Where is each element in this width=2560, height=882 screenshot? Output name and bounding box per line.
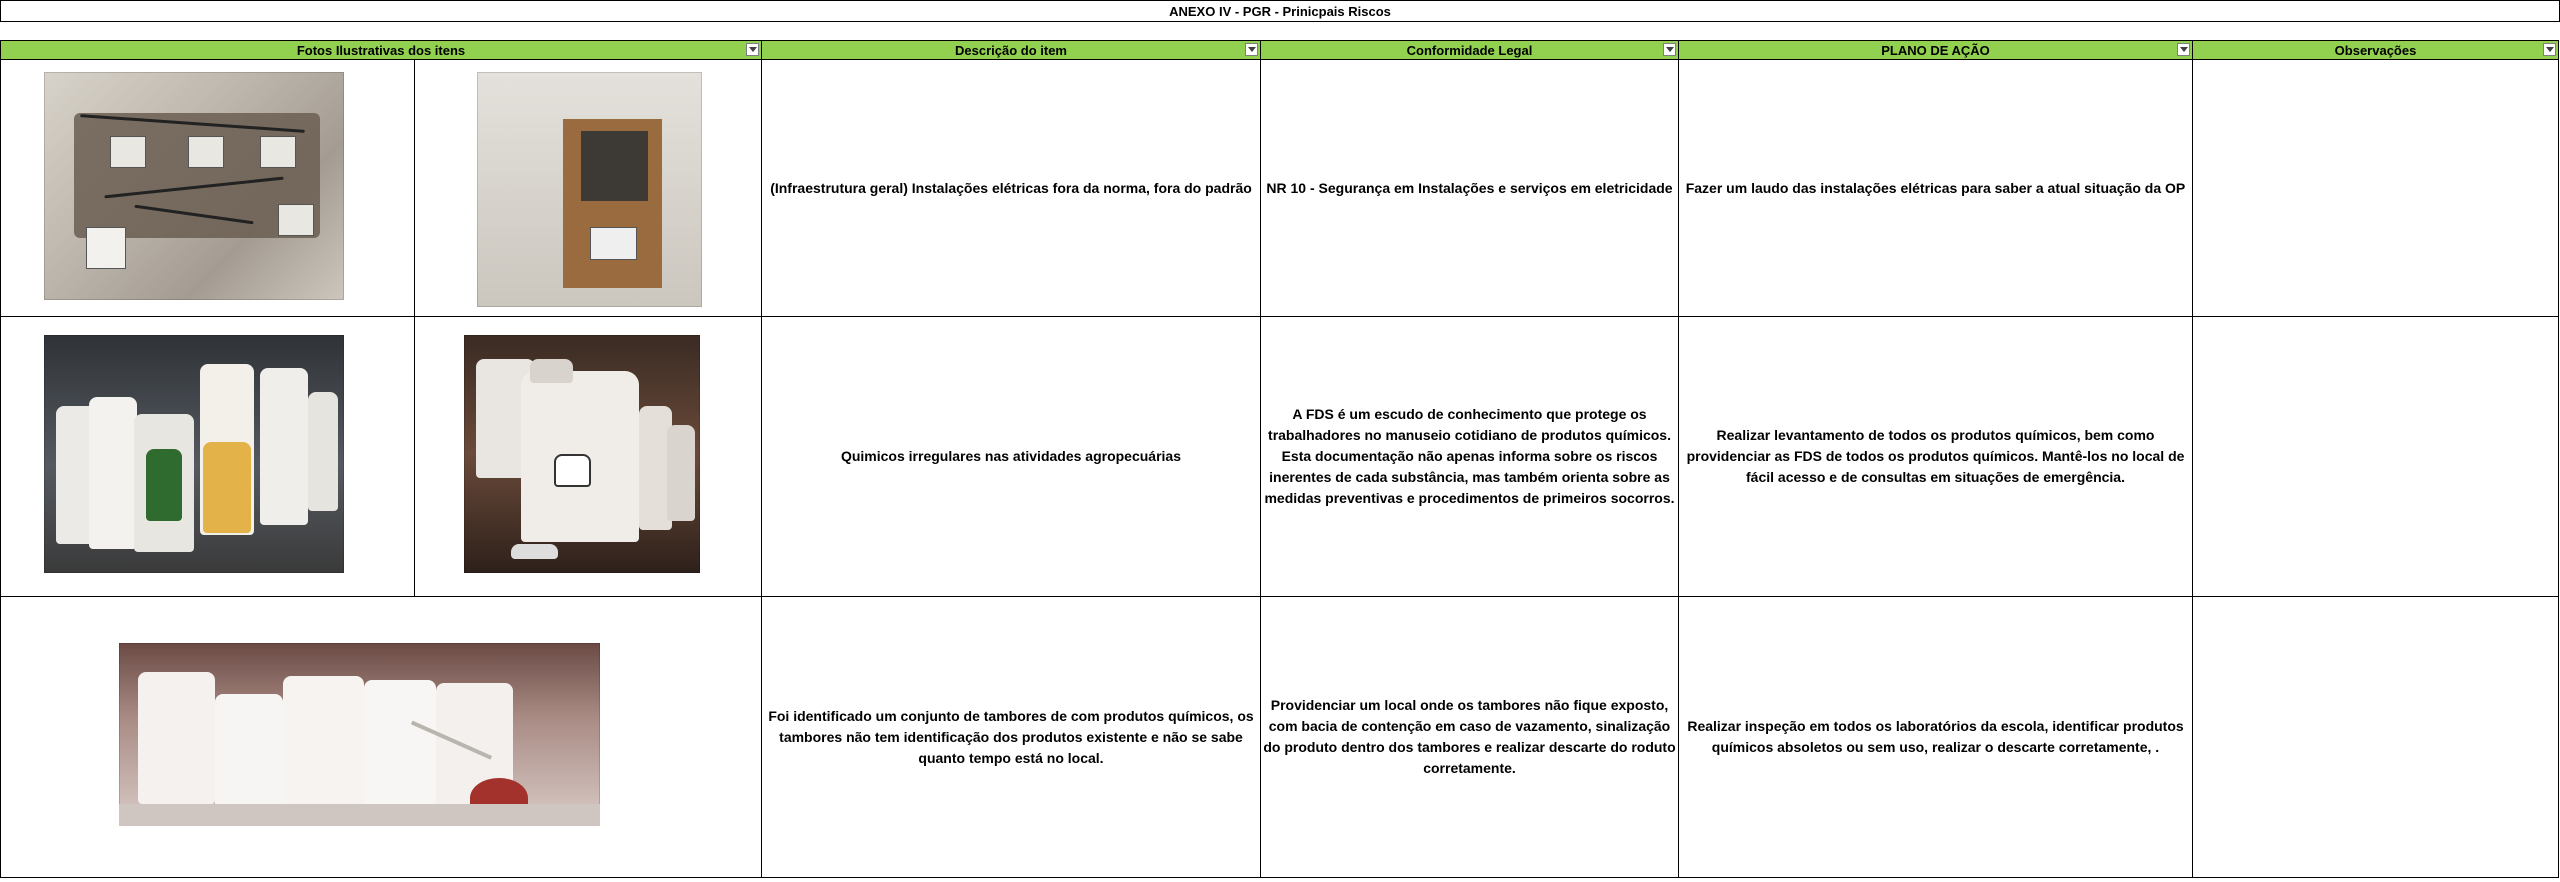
filter-dropdown-icon[interactable]: [2543, 43, 2556, 56]
plano-cell: Realizar inspeção em todos os laboratórios da escola, identificar produtos químicos absoletos ou sem uso, realizar o descarte corretamente, .: [1679, 597, 2193, 878]
conformidade-cell: Providenciar um local onde os tambores não fique exposto, com bacia de contenção em caso de vazamento, sinalização do produto dentro dos tambores e realizar descarte do roduto corretamente.: [1261, 597, 1679, 878]
observacoes-cell: [2193, 60, 2559, 317]
descricao-cell: (Infraestrutura geral) Instalações elétricas fora da norma, fora do padrão: [762, 60, 1261, 317]
table-row: [1, 60, 2559, 317]
table-row: [1, 597, 2559, 878]
filter-dropdown-icon[interactable]: [746, 43, 759, 56]
conformidade-cell: NR 10 - Segurança em Instalações e serviços em eletricidade: [1261, 60, 1679, 317]
risk-table: [0, 40, 2559, 878]
header-observacoes-label: Observações: [2334, 42, 2417, 58]
wall-panel-photo: [477, 72, 702, 307]
table-row: [1, 317, 2559, 597]
header-plano-label: PLANO DE AÇÃO: [1881, 42, 1990, 58]
plano-cell: Fazer um laudo das instalações elétricas para saber a atual situação da OP: [1679, 60, 2193, 317]
header-conformidade: [1261, 41, 1679, 60]
photo-cell: [415, 60, 762, 317]
photo-cell: [415, 317, 762, 597]
header-plano: [1679, 41, 2193, 60]
filter-dropdown-icon[interactable]: [1245, 43, 1258, 56]
header-row: [1, 41, 2559, 60]
filter-dropdown-icon[interactable]: [1663, 43, 1676, 56]
descricao-cell: Foi identificado um conjunto de tambores de com produtos químicos, os tambores não tem identificação dos produtos existente e não se sabe quanto tempo está no local.: [762, 597, 1261, 878]
header-fotos-label: Fotos Ilustrativas dos itens: [296, 42, 466, 58]
photo-cell: [1, 597, 762, 878]
header-observacoes: [2193, 41, 2559, 60]
plano-cell: Realizar levantamento de todos os produtos químicos, bem como providenciar as FDS de todos os produtos químicos. Mantê-los no local de fácil acesso e de consultas em situações de emergência.: [1679, 317, 2193, 597]
electrical-panel-photo: [44, 72, 344, 300]
photo-cell: [1, 317, 415, 597]
observacoes-cell: [2193, 597, 2559, 878]
header-descricao-label: Descrição do item: [955, 42, 1067, 58]
chemical-drums-photo: [464, 335, 700, 573]
filter-dropdown-icon[interactable]: [2177, 43, 2190, 56]
observacoes-cell: [2193, 317, 2559, 597]
photo-cell: [1, 60, 415, 317]
descricao-cell: Quimicos irregulares nas atividades agropecuárias: [762, 317, 1261, 597]
header-fotos: [1, 41, 762, 60]
header-conformidade-label: Conformidade Legal: [1406, 42, 1533, 58]
chemical-jugs-photo: [44, 335, 344, 573]
conformidade-cell: A FDS é um escudo de conhecimento que protege os trabalhadores no manuseio cotidiano de produtos químicos. Esta documentação não apenas informa sobre os riscos inerentes de cada substância, mas também orienta sobre as medidas preventivas e procedimentos de primeiros socorros.: [1261, 317, 1679, 597]
chemical-jerrycans-photo: [119, 643, 600, 826]
header-descricao: [762, 41, 1261, 60]
sheet-title: ANEXO IV - PGR - Prinicpais Riscos: [0, 0, 2560, 22]
